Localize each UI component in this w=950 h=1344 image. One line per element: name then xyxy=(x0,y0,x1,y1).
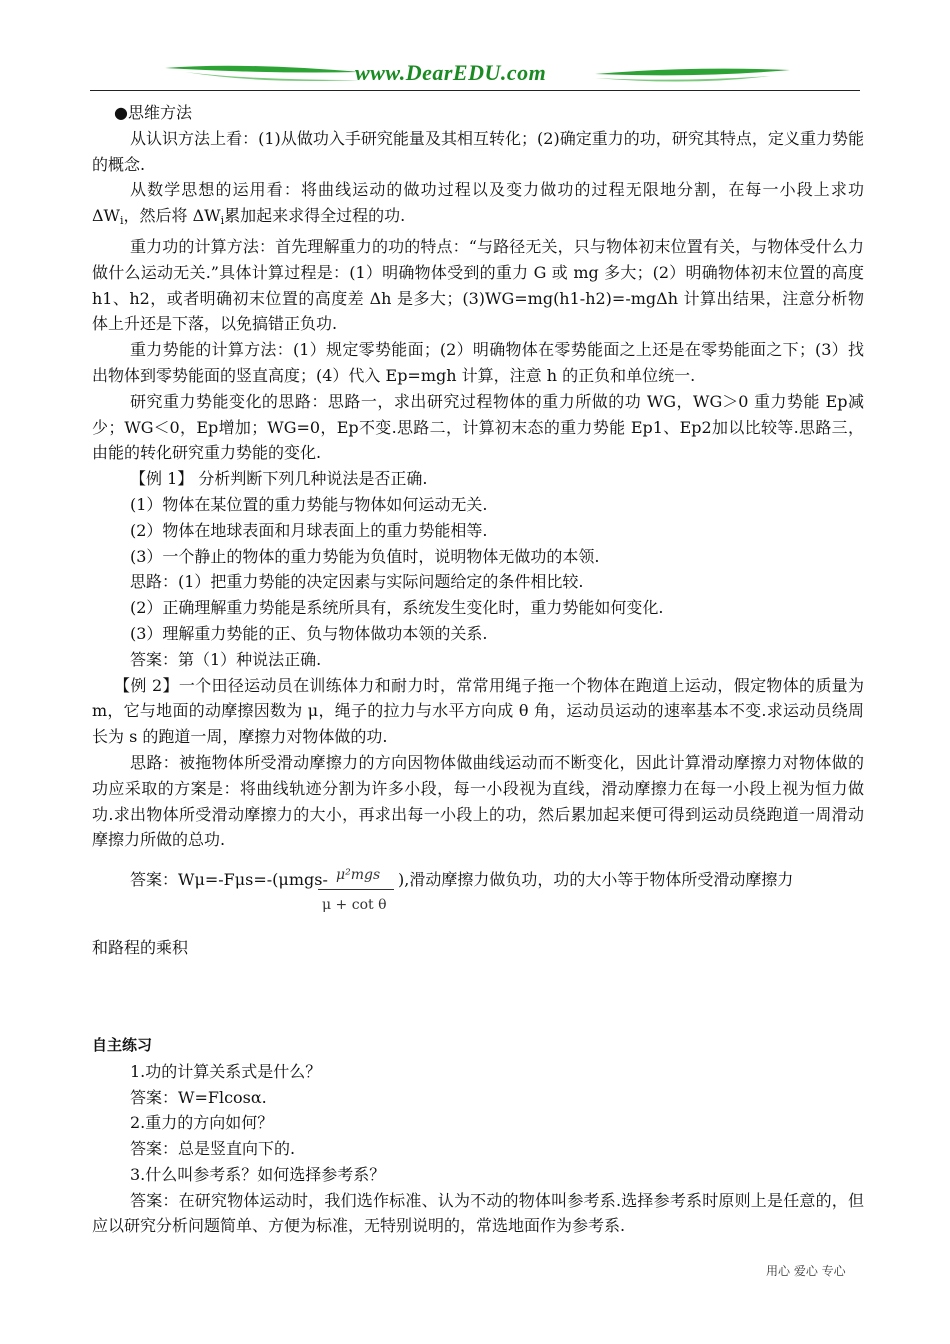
example1-statement-2: (2）物体在地球表面和月球表面上的重力势能相等. xyxy=(130,520,488,540)
paragraph-gravity-work: 重力功的计算方法：首先理解重力的功的特点：“与路径无关，只与物体初末位置有关，与物体受什么力做什么运动无关.”具体计算过程是：(1）明确物体受到的重力 G 或 mg 多大；(2）明确物体初末位置的高度 h1、h2，或者明确初末位置的高度差 Δh 是多大；(3)WG=mg(h1-h2)=-mgΔh 计算出结果，注意分析物体上升还是下落，以免搞错正负功. xyxy=(92,236,864,334)
friction-fraction xyxy=(318,863,396,923)
paragraph-potential-energy: 重力势能的计算方法：(1）规定零势能面；(2）明确物体在零势能面之上还是在零势能面之下；(3）找出物体到零势能面的竖直高度；(4）代入 Ep=mgh 计算，注意 h 的正负和单位统一. xyxy=(92,340,864,385)
example1-answer: 答案：第（1）种说法正确. xyxy=(130,649,322,669)
example2-answer xyxy=(92,863,864,927)
fraction-numerator: μ²mgs xyxy=(336,867,381,884)
example2-answer-end: ),滑动摩擦力做负功，功的大小等于物体所受滑动摩擦力 xyxy=(398,870,794,890)
practice-answer-2: 答案：总是竖直向下的. xyxy=(130,1139,296,1159)
example1-thinking-2: (2）正确理解重力势能是系统所具有，系统发生变化时，重力势能如何变化. xyxy=(130,598,664,618)
paragraph-method: 从认识方法上看：(1)从做功入手研究能量及其相互转化；(2)确定重力的功，研究其特点，定义重力势能的概念. xyxy=(92,128,864,174)
example1-title: 【例 1】 分析判断下列几种说法是否正确. xyxy=(130,469,428,489)
practice-question-2: 2.重力的方向如何？ xyxy=(130,1113,274,1133)
example1-statement-1: (1）物体在某位置的重力势能与物体如何运动无关. xyxy=(130,494,488,514)
footer-slogan: 用心 爱心 专心 xyxy=(766,1264,846,1278)
example1-thinking-1: 思路：(1）把重力势能的决定因素与实际问题给定的条件相比较. xyxy=(130,572,584,592)
practice-question-1: 1.功的计算关系式是什么？ xyxy=(130,1061,322,1081)
fraction-bar xyxy=(318,889,394,890)
method-title: ●思维方法 xyxy=(114,103,192,122)
document-body xyxy=(92,100,864,1239)
practice-question-3: 3.什么叫参考系？如何选择参考系？ xyxy=(130,1164,386,1184)
paragraph-potential-change: 研究重力势能变化的思路：思路一，求出研究过程物体的重力所做的功 WG，WG＞0 重力势能 Ep减少；WG＜0，Ep增加；WG=0，Ep不变.思路二，计算初末态的重力势能 Ep1、Ep2加以比较等.思路三，由能的转化研究重力势能的变化. xyxy=(92,391,864,463)
example2-answer-start: 答案：Wμ=-Fμs=-(μmgs- xyxy=(130,870,328,890)
fraction-denominator: μ + cot θ xyxy=(322,897,387,914)
example1-thinking-3: (3）理解重力势能的正、负与物体做功本领的关系. xyxy=(130,623,488,643)
practice-answer-1: 答案：W=Flcosα. xyxy=(130,1087,267,1107)
practice-section-title: 自主练习 xyxy=(92,1035,153,1054)
paragraph-math-thinking: 从数学思想的运用看：将曲线运动的做功过程以及变力做功的过程无限地分割，在每一小段上求功 $\Delta W_i$，然后将 $\Delta W_i$累加起来求得全过程的功. xyxy=(92,180,864,228)
site-logo-text: www.DearEDU.com xyxy=(355,60,547,85)
header-rule xyxy=(90,90,860,91)
example2-answer-continuation: 和路程的乘积 xyxy=(92,938,189,958)
example2-question: 【例 2】一个田径运动员在训练体力和耐力时，常常用绳子拖一个物体在跑道上运动，假定物体的质量为 m，它与地面的动摩擦因数为 μ，绳子的拉力与水平方向成 θ 角，运动员运动的速率基本不变.求运动员绕周长为 s 的跑道一周，摩擦力对物体做的功. xyxy=(92,675,864,747)
example2-thinking: 思路：被拖物体所受滑动摩擦力的方向因物体做曲线运动而不断变化，因此计算滑动摩擦力对物体做的功应采取的方案是：将曲线轨迹分割为许多小段，每一小段视为直线，滑动摩擦力在每一小段上视为恒力做功.求出物体所受滑动摩擦力的大小，再求出每一小段上的功，然后累加起来便可得到运动员绕跑道一周滑动摩擦力所做的总功. xyxy=(92,752,864,850)
practice-answer-3: 答案：在研究物体运动时，我们选作标准、认为不动的物体叫参考系.选择参考系时原则上是任意的，但应以研究分析问题简单、方便为标准，无特别说明的，常选地面作为参考系. xyxy=(92,1190,864,1236)
example1-statement-3: (3）一个静止的物体的重力势能为负值时，说明物体无做功的本领. xyxy=(130,546,600,566)
